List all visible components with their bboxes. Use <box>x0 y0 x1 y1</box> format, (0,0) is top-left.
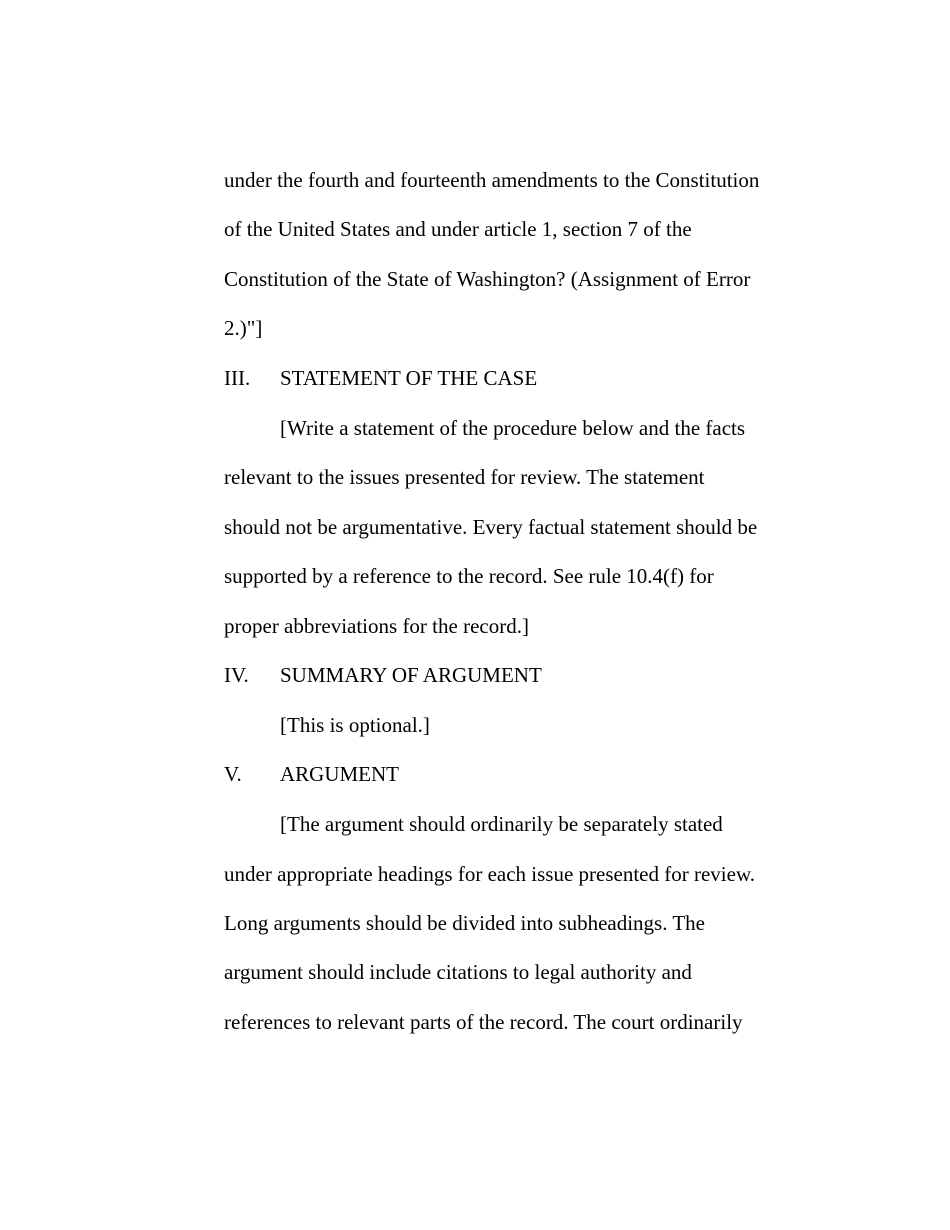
section-heading-argument: ARGUMENT <box>280 762 399 786</box>
body-text-line: Constitution of the State of Washington? (Assignment of Error <box>224 267 751 291</box>
section-heading-summary-of-argument: SUMMARY OF ARGUMENT <box>280 663 542 687</box>
section-heading-statement-of-the-case: STATEMENT OF THE CASE <box>280 366 538 390</box>
section-number-v: V. <box>224 762 242 786</box>
body-text-line: under appropriate headings for each issue presented for review. <box>224 862 755 886</box>
body-text-line: of the United States and under article 1, section 7 of the <box>224 217 692 241</box>
body-text-line: [The argument should ordinarily be separately stated <box>280 812 723 836</box>
body-text-line: supported by a reference to the record. See rule 10.4(f) for <box>224 564 714 588</box>
section-number-iv: IV. <box>224 663 249 687</box>
body-text-line: references to relevant parts of the record. The court ordinarily <box>224 1010 743 1034</box>
section-number-iii: III. <box>224 366 251 390</box>
body-text-line: Long arguments should be divided into subheadings. The <box>224 911 706 935</box>
body-text-line: argument should include citations to legal authority and <box>224 960 692 984</box>
body-text-line: should not be argumentative. Every factual statement should be <box>224 515 758 539</box>
body-text-line: [This is optional.] <box>280 713 430 737</box>
body-text-line: 2.)"] <box>224 316 263 340</box>
body-text-line: [Write a statement of the procedure below and the facts <box>280 416 746 440</box>
body-text-line: proper abbreviations for the record.] <box>224 614 529 638</box>
body-text-line: under the fourth and fourteenth amendments to the Constitution <box>224 168 760 192</box>
body-text-line: relevant to the issues presented for review. The statement <box>224 465 705 489</box>
